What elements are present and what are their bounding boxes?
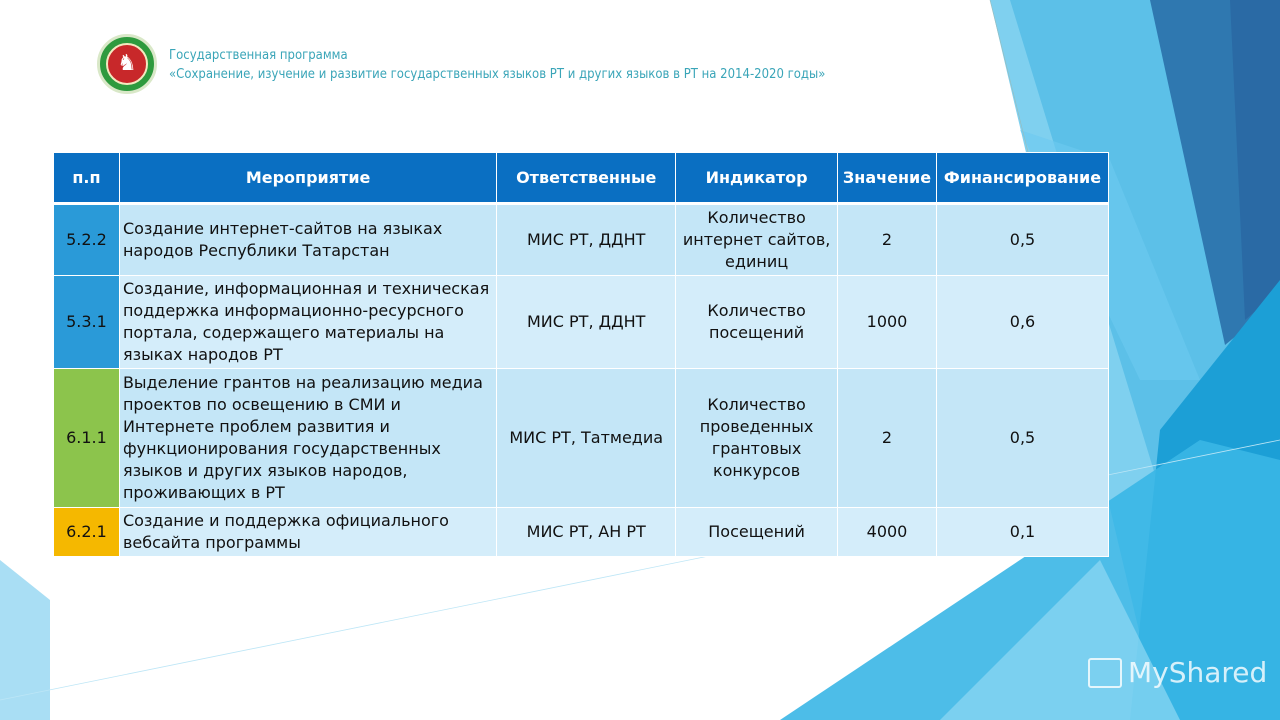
col-header-funding: Финансирование — [936, 153, 1108, 204]
row-responsible: МИС РТ, Татмедиа — [497, 369, 676, 508]
tatarstan-emblem-logo: ♞ — [97, 34, 157, 94]
row-value: 2 — [838, 369, 937, 508]
program-title-line1: Государственная программа — [169, 48, 348, 63]
row-indicator: Количество посещений — [676, 276, 838, 369]
row-id: 6.2.1 — [54, 508, 120, 557]
col-header-value: Значение — [838, 153, 937, 204]
table-row — [54, 276, 1109, 369]
row-event: Создание, информационная и техническая поддержка информационно-ресурсного портала, содержащего материалы на языках народов РТ — [119, 276, 496, 369]
row-event: Выделение грантов на реализацию медиа проектов по освещению в СМИ и Интернете проблем развития и функционирования государственных языков и других языков народов, проживающих в РТ — [119, 369, 496, 508]
row-responsible: МИС РТ, ДДНТ — [497, 276, 676, 369]
watermark-text: MyShared — [1128, 656, 1268, 689]
presentation-board-icon — [1088, 658, 1122, 688]
table-header-row — [54, 153, 1109, 204]
row-funding: 0,5 — [936, 369, 1108, 508]
row-event: Создание интернет-сайтов на языках народов Республики Татарстан — [119, 204, 496, 276]
row-value: 4000 — [838, 508, 937, 557]
row-indicator: Посещений — [676, 508, 838, 557]
row-id: 5.3.1 — [54, 276, 120, 369]
activities-table — [53, 152, 1109, 557]
table-row — [54, 508, 1109, 557]
col-header-indicator: Индикатор — [676, 153, 838, 204]
col-header-responsible: Ответственные — [497, 153, 676, 204]
row-funding: 0,1 — [936, 508, 1108, 557]
watermark — [1088, 656, 1267, 689]
row-id: 6.1.1 — [54, 369, 120, 508]
table-row — [54, 204, 1109, 276]
row-value: 2 — [838, 204, 937, 276]
table-row — [54, 369, 1109, 508]
row-value: 1000 — [838, 276, 937, 369]
row-id: 5.2.2 — [54, 204, 120, 276]
col-header-number: п.п — [54, 153, 120, 204]
program-header — [169, 46, 825, 84]
row-responsible: МИС РТ, ДДНТ — [497, 204, 676, 276]
row-responsible: МИС РТ, АН РТ — [497, 508, 676, 557]
row-funding: 0,5 — [936, 204, 1108, 276]
row-event: Создание и поддержка официального вебсайта программы — [119, 508, 496, 557]
row-indicator: Количество интернет сайтов, единиц — [676, 204, 838, 276]
row-indicator: Количество проведенных грантовых конкурсов — [676, 369, 838, 508]
col-header-event: Мероприятие — [119, 153, 496, 204]
program-title-line2: «Сохранение, изучение и развитие государственных языков РТ и других языков в РТ на 2014-2020 годы» — [169, 67, 826, 82]
row-funding: 0,6 — [936, 276, 1108, 369]
